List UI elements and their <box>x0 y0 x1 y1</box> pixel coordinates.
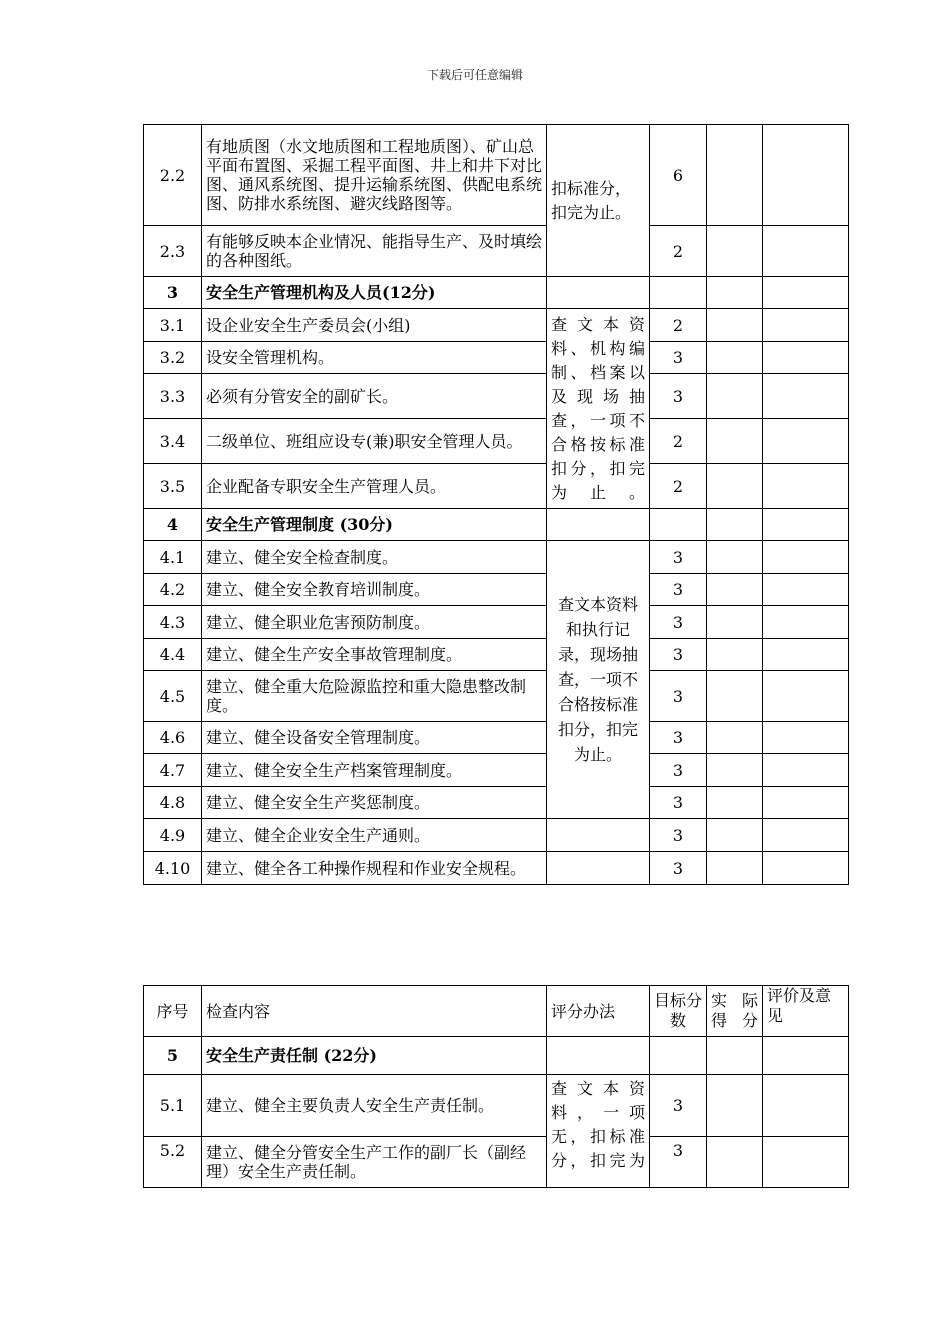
actual-score-cell <box>707 722 763 754</box>
comment-cell <box>763 464 849 509</box>
row-content: 二级单位、班组应设专(兼)职安全管理人员。 <box>202 419 547 464</box>
table-row <box>144 787 849 819</box>
row-number: 4.1 <box>144 541 202 574</box>
row-content: 建立、健全分管安全生产工作的副厂长（副经理）安全生产责任制。 <box>202 1137 547 1188</box>
actual-score-cell <box>707 787 763 819</box>
target-score: 3 <box>650 819 707 852</box>
target-score: 2 <box>650 419 707 464</box>
table-row <box>144 1137 849 1188</box>
target-score: 3 <box>650 722 707 754</box>
comment-cell <box>763 606 849 639</box>
actual-score-cell <box>707 819 763 852</box>
scoring-method-empty <box>547 852 650 885</box>
section-number: 3 <box>144 277 202 309</box>
header-content: 检查内容 <box>202 986 547 1037</box>
section-title: 安全生产管理制度 (30分) <box>202 509 547 541</box>
inspection-table-1 <box>143 124 849 885</box>
table-row <box>144 464 849 509</box>
row-number: 4.8 <box>144 787 202 819</box>
comment-cell <box>763 541 849 574</box>
row-number: 4.9 <box>144 819 202 852</box>
comment-cell <box>763 852 849 885</box>
row-number: 3.5 <box>144 464 202 509</box>
comment-cell <box>763 722 849 754</box>
actual-score-cell <box>707 754 763 787</box>
table-row <box>144 309 849 342</box>
table-row <box>144 639 849 671</box>
inspection-table-2 <box>143 985 849 1188</box>
target-score: 2 <box>650 464 707 509</box>
target-score: 3 <box>650 1137 707 1188</box>
comment-cell <box>763 819 849 852</box>
target-score: 3 <box>650 671 707 722</box>
comment-cell <box>763 226 849 277</box>
target-score: 3 <box>650 574 707 606</box>
actual-score-cell <box>707 574 763 606</box>
table-row <box>144 574 849 606</box>
actual-score-cell <box>707 852 763 885</box>
target-score: 3 <box>650 1075 707 1137</box>
row-number: 3.3 <box>144 374 202 419</box>
row-number: 2.2 <box>144 125 202 226</box>
target-score: 3 <box>650 852 707 885</box>
comment-cell <box>763 509 849 541</box>
target-score: 3 <box>650 787 707 819</box>
actual-score-cell <box>707 342 763 374</box>
comment-cell <box>763 671 849 722</box>
section-title: 安全生产管理机构及人员(12分) <box>202 277 547 309</box>
row-content: 建立、健全安全教育培训制度。 <box>202 574 547 606</box>
header-row <box>144 986 849 1037</box>
section-number: 5 <box>144 1037 202 1075</box>
table-row <box>144 419 849 464</box>
row-content: 有能够反映本企业情况、能指导生产、及时填绘的各种图纸。 <box>202 226 547 277</box>
comment-cell <box>763 639 849 671</box>
row-number: 3.4 <box>144 419 202 464</box>
actual-score-cell <box>707 309 763 342</box>
table-row <box>144 226 849 277</box>
scoring-method: 查文本资料和执行记录，现场抽查，一项不合格按标准扣分，扣完为止。 <box>547 541 650 819</box>
section-number: 4 <box>144 509 202 541</box>
row-number: 4.5 <box>144 671 202 722</box>
actual-score-cell <box>707 464 763 509</box>
table-row <box>144 754 849 787</box>
target-score <box>650 509 707 541</box>
actual-score-cell <box>707 277 763 309</box>
actual-score-cell <box>707 419 763 464</box>
target-score <box>650 277 707 309</box>
actual-score-cell <box>707 226 763 277</box>
comment-cell <box>763 374 849 419</box>
row-number: 4.3 <box>144 606 202 639</box>
table-row <box>144 541 849 574</box>
comment-cell <box>763 277 849 309</box>
comment-cell <box>763 419 849 464</box>
row-content: 设安全管理机构。 <box>202 342 547 374</box>
row-number: 3.2 <box>144 342 202 374</box>
table-row <box>144 125 849 226</box>
comment-cell <box>763 1075 849 1137</box>
target-score: 3 <box>650 754 707 787</box>
table-row <box>144 722 849 754</box>
section-row <box>144 277 849 309</box>
target-score: 3 <box>650 639 707 671</box>
actual-score-cell <box>707 1037 763 1075</box>
row-content: 企业配备专职安全生产管理人员。 <box>202 464 547 509</box>
section-row <box>144 509 849 541</box>
row-number: 2.3 <box>144 226 202 277</box>
comment-cell <box>763 1037 849 1075</box>
row-content: 设企业安全生产委员会(小组) <box>202 309 547 342</box>
header-method: 评分办法 <box>547 986 650 1037</box>
target-score: 3 <box>650 374 707 419</box>
comment-cell <box>763 125 849 226</box>
table-row <box>144 374 849 419</box>
header-target-score: 目标分数 <box>650 986 707 1037</box>
comment-cell <box>763 309 849 342</box>
comment-cell <box>763 574 849 606</box>
row-content: 建立、健全职业危害预防制度。 <box>202 606 547 639</box>
row-content: 有地质图（水文地质图和工程地质图）、矿山总平面布置图、采掘工程平面图、井上和井下对比图、通风系统图、提升运输系统图、供配电系统图、防排水系统图、避灾线路图等。 <box>202 125 547 226</box>
row-content: 建立、健全主要负责人安全生产责任制。 <box>202 1075 547 1137</box>
actual-score-cell <box>707 671 763 722</box>
actual-score-cell <box>707 1137 763 1188</box>
target-score: 3 <box>650 342 707 374</box>
target-score: 3 <box>650 606 707 639</box>
scoring-method-empty <box>547 277 650 309</box>
actual-score-cell <box>707 1075 763 1137</box>
target-score <box>650 1037 707 1075</box>
target-score: 6 <box>650 125 707 226</box>
comment-cell <box>763 1137 849 1188</box>
row-number: 5.2 <box>144 1137 202 1188</box>
scoring-method-empty <box>547 509 650 541</box>
row-content: 建立、健全安全生产档案管理制度。 <box>202 754 547 787</box>
table-row <box>144 671 849 722</box>
row-number: 4.4 <box>144 639 202 671</box>
actual-score-cell <box>707 125 763 226</box>
row-content: 建立、健全安全检查制度。 <box>202 541 547 574</box>
comment-cell <box>763 342 849 374</box>
actual-score-cell <box>707 509 763 541</box>
page-header: 下载后可任意编辑 <box>426 68 523 82</box>
comment-cell <box>763 787 849 819</box>
scoring-method: 扣标准分，扣完为止。 <box>547 125 650 277</box>
scoring-method: 查文本资料，一项无，扣标准分，扣完为 <box>547 1075 650 1188</box>
scoring-method-empty <box>547 1037 650 1075</box>
comment-cell <box>763 754 849 787</box>
row-number: 4.6 <box>144 722 202 754</box>
row-number: 5.1 <box>144 1075 202 1137</box>
row-content: 建立、健全企业安全生产通则。 <box>202 819 547 852</box>
actual-score-cell <box>707 606 763 639</box>
row-content: 建立、健全各工种操作规程和作业安全规程。 <box>202 852 547 885</box>
row-content: 必须有分管安全的副矿长。 <box>202 374 547 419</box>
section-row <box>144 1037 849 1075</box>
section-title: 安全生产责任制 (22分) <box>202 1037 547 1075</box>
row-number: 4.10 <box>144 852 202 885</box>
actual-score-cell <box>707 639 763 671</box>
row-number: 4.2 <box>144 574 202 606</box>
row-content: 建立、健全安全生产奖惩制度。 <box>202 787 547 819</box>
table-row <box>144 342 849 374</box>
row-content: 建立、健全生产安全事故管理制度。 <box>202 639 547 671</box>
actual-score-cell <box>707 374 763 419</box>
table-row <box>144 852 849 885</box>
header-number: 序号 <box>144 986 202 1037</box>
target-score: 2 <box>650 309 707 342</box>
target-score: 2 <box>650 226 707 277</box>
table-row <box>144 819 849 852</box>
scoring-method-empty <box>547 819 650 852</box>
header-comment: 评价及意见 <box>763 986 849 1037</box>
table-row <box>144 1075 849 1137</box>
scoring-method: 查文本资料、机构编制、档案以及现场抽查，一项不合格按标准扣分，扣完为止。 <box>547 309 650 509</box>
row-number: 4.7 <box>144 754 202 787</box>
row-content: 建立、健全重大危险源监控和重大隐患整改制度。 <box>202 671 547 722</box>
header-actual-score: 实际得分 <box>707 986 763 1037</box>
row-number: 3.1 <box>144 309 202 342</box>
actual-score-cell <box>707 541 763 574</box>
row-content: 建立、健全设备安全管理制度。 <box>202 722 547 754</box>
table-row <box>144 606 849 639</box>
target-score: 3 <box>650 541 707 574</box>
